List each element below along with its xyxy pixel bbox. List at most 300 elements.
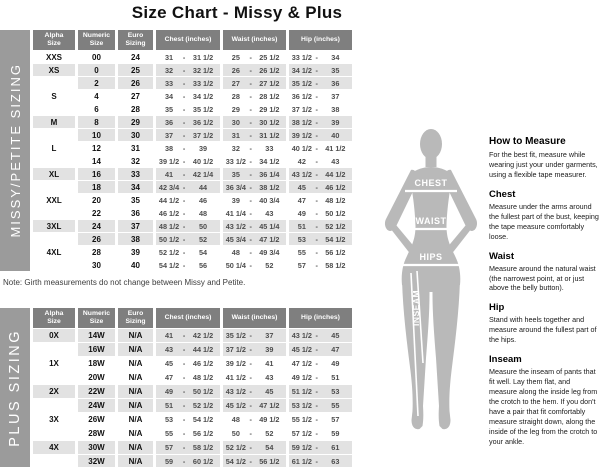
hip-max: 47 — [331, 345, 340, 354]
hip-max: 59 — [331, 429, 340, 438]
waist-max: 34 1/2 — [259, 156, 280, 166]
chest-range-cell — [156, 329, 220, 342]
range-dash: - — [315, 182, 318, 192]
waist-range-cell — [223, 207, 286, 219]
waist-range-cell — [223, 455, 286, 467]
size-group — [33, 116, 352, 141]
chest-range-cell — [156, 427, 220, 440]
measure-guide — [489, 136, 599, 447]
hip-range-cell — [289, 220, 352, 232]
euro-size-cell: 26 — [118, 77, 153, 89]
hip-max: 43 — [331, 156, 340, 166]
hip-min: 45 1/2 — [291, 345, 312, 354]
hip-range-cell — [289, 194, 352, 206]
chest-range-cell — [156, 357, 220, 370]
range-dash: - — [315, 247, 318, 257]
range-dash: - — [182, 429, 186, 438]
chest-min: 32 — [165, 65, 174, 75]
chest-range-cell — [156, 64, 220, 76]
range-dash: - — [315, 91, 318, 101]
waist-max: 56 1/2 — [259, 457, 280, 466]
waist-min: 28 — [231, 91, 240, 101]
size-group — [33, 385, 352, 412]
alpha-size-cell: XL — [33, 168, 75, 180]
waist-range-cell — [223, 220, 286, 232]
numeric-size-cell: 28 — [78, 246, 115, 258]
hip-max: 41 1/2 — [325, 143, 346, 153]
chest-max: 50 — [199, 221, 208, 231]
waist-max: 30 1/2 — [259, 117, 280, 127]
hip-max: 45 — [331, 331, 340, 340]
hip-min: 47 1/2 — [291, 359, 312, 368]
waist-min: 33 1/2 — [225, 156, 246, 166]
waist-range-cell — [223, 371, 286, 384]
column-header: Chest (inches) — [156, 30, 220, 50]
chest-min: 36 — [165, 117, 174, 127]
girth-note: Note: Girth measurements do not change between Missy and Petite. — [3, 278, 246, 287]
euro-size-cell: N/A — [118, 357, 153, 370]
range-dash: - — [182, 104, 186, 114]
missy-petite-table — [33, 30, 352, 271]
chest-max: 42 1/2 — [192, 331, 214, 340]
chest-max: 35 1/2 — [192, 104, 214, 114]
chest-range-cell — [156, 207, 220, 219]
hip-min: 47 — [297, 195, 306, 205]
plus-table — [33, 308, 352, 467]
range-dash: - — [182, 65, 186, 75]
hip-range-cell — [289, 233, 352, 245]
hip-range-cell — [289, 103, 352, 115]
range-dash: - — [315, 234, 318, 244]
column-header: Waist (inches) — [223, 30, 286, 50]
waist-max: 41 — [265, 359, 274, 368]
figure-hips-label: HIPS — [419, 252, 443, 262]
waist-max: 49 3/4 — [259, 247, 280, 257]
chest-max: 52 — [199, 234, 208, 244]
measure-guide-title: How to Measure — [489, 136, 566, 147]
chest-min: 46 1/2 — [158, 208, 180, 218]
range-dash: - — [315, 221, 318, 231]
range-dash: - — [315, 78, 318, 88]
chest-min: 51 — [165, 401, 174, 410]
figure-inseam-label: INSEAM — [411, 289, 421, 326]
range-dash: - — [249, 195, 252, 205]
hip-max: 56 1/2 — [325, 247, 346, 257]
hip-max: 35 — [331, 65, 340, 75]
waist-range-cell — [223, 413, 286, 426]
waist-range-cell — [223, 427, 286, 440]
hip-min: 53 1/2 — [291, 401, 312, 410]
euro-size-cell: 32 — [118, 155, 153, 167]
range-dash: - — [315, 52, 318, 62]
waist-min: 45 3/4 — [225, 234, 246, 244]
numeric-size-cell: 22 — [78, 207, 115, 219]
waist-range-cell — [223, 142, 286, 154]
numeric-size-cell: 12 — [78, 142, 115, 154]
hip-max: 53 — [331, 387, 340, 396]
size-group — [33, 142, 352, 167]
range-dash: - — [182, 52, 186, 62]
euro-size-cell: N/A — [118, 399, 153, 412]
range-dash: - — [182, 143, 186, 153]
waist-max: 26 1/2 — [259, 65, 280, 75]
hip-max: 58 1/2 — [325, 260, 346, 270]
chest-min: 34 — [165, 91, 174, 101]
numeric-size-cell: 2 — [78, 77, 115, 89]
guide-section-text: Measure the inseam of pants that fit well. Lay them flat, and measure along the inside leg from the crotch to the hem. If you don't have a pair that fit comfortably measure straight down, along the inside of the leg from the crotch to your ankle. — [489, 367, 598, 446]
numeric-size-cell: 20 — [78, 194, 115, 206]
euro-size-cell: N/A — [118, 427, 153, 440]
waist-range-cell — [223, 233, 286, 245]
chest-min: 52 1/2 — [158, 247, 180, 257]
numeric-size-cell: 30W — [78, 441, 115, 454]
hip-range-cell — [289, 77, 352, 89]
waist-max: 40 3/4 — [259, 195, 280, 205]
waist-range-cell — [223, 90, 286, 102]
chest-max: 54 — [199, 247, 208, 257]
chest-max: 52 1/2 — [192, 401, 214, 410]
hip-range-cell — [289, 129, 352, 141]
hip-min: 57 — [297, 260, 306, 270]
range-dash: - — [315, 457, 318, 466]
chest-max: 40 1/2 — [192, 156, 214, 166]
chest-range-cell — [156, 385, 220, 398]
hip-range-cell — [289, 181, 352, 193]
numeric-size-cell: 6 — [78, 103, 115, 115]
range-dash: - — [249, 156, 252, 166]
range-dash: - — [315, 117, 318, 127]
chest-min: 45 — [165, 359, 174, 368]
range-dash: - — [315, 373, 318, 382]
waist-max: 25 1/2 — [259, 52, 280, 62]
waist-max: 54 — [265, 443, 274, 452]
numeric-size-cell: 10 — [78, 129, 115, 141]
range-dash: - — [249, 221, 252, 231]
euro-size-cell: N/A — [118, 441, 153, 454]
waist-min: 48 — [231, 415, 240, 424]
hip-max: 63 — [331, 457, 340, 466]
alpha-size-cell: 0X — [33, 329, 75, 342]
hip-min: 37 1/2 — [291, 104, 312, 114]
waist-min: 29 — [231, 104, 240, 114]
figure-neck — [426, 154, 437, 167]
euro-size-cell: N/A — [118, 455, 153, 467]
alpha-size-cell: 3XL — [33, 220, 75, 232]
waist-range-cell — [223, 168, 286, 180]
waist-range-cell — [223, 343, 286, 356]
range-dash: - — [249, 130, 252, 140]
waist-range-cell — [223, 155, 286, 167]
waist-min: 35 1/2 — [225, 331, 246, 340]
range-dash: - — [249, 208, 252, 218]
range-dash: - — [182, 182, 186, 192]
chest-min: 48 1/2 — [158, 221, 180, 231]
chest-min: 41 — [165, 169, 174, 179]
range-dash: - — [315, 415, 318, 424]
numeric-size-cell: 24 — [78, 220, 115, 232]
range-dash: - — [249, 117, 252, 127]
range-dash: - — [315, 331, 318, 340]
range-dash: - — [182, 169, 186, 179]
range-dash: - — [249, 331, 252, 340]
euro-size-cell: 37 — [118, 220, 153, 232]
hip-range-cell — [289, 207, 352, 219]
hip-range-cell — [289, 357, 352, 370]
hip-min: 51 — [297, 221, 306, 231]
waist-max: 52 — [265, 260, 274, 270]
chest-range-cell — [156, 259, 220, 271]
hip-min: 39 1/2 — [291, 130, 312, 140]
numeric-size-cell: 32W — [78, 455, 115, 467]
hip-max: 51 — [331, 373, 340, 382]
guide-section — [489, 302, 599, 345]
euro-size-cell: N/A — [118, 343, 153, 356]
range-dash: - — [182, 130, 186, 140]
hip-min: 43 1/2 — [291, 169, 312, 179]
range-dash: - — [182, 359, 186, 368]
size-group — [33, 168, 352, 193]
page-title: Size Chart - Missy & Plus — [131, 3, 343, 22]
numeric-size-cell: 8 — [78, 116, 115, 128]
chest-range-cell — [156, 455, 220, 467]
column-header: Numeric Size — [78, 30, 115, 50]
chest-min: 42 3/4 — [158, 182, 180, 192]
range-dash: - — [249, 260, 252, 270]
chest-min: 55 — [165, 429, 174, 438]
hip-min: 38 1/2 — [291, 117, 312, 127]
waist-min: 52 1/2 — [225, 443, 246, 452]
waist-min: 45 1/2 — [225, 401, 246, 410]
chest-min: 39 1/2 — [158, 156, 180, 166]
chest-range-cell — [156, 343, 220, 356]
chest-min: 49 — [165, 387, 174, 396]
table-header — [33, 308, 352, 328]
euro-size-cell: 24 — [118, 51, 153, 63]
hip-max: 36 — [331, 78, 340, 88]
hip-range-cell — [289, 427, 352, 440]
chest-max: 46 1/2 — [192, 359, 214, 368]
figure-waist-label: WAIST — [415, 216, 447, 226]
waist-max: 39 — [265, 345, 274, 354]
chest-min: 57 — [165, 443, 174, 452]
numeric-size-cell: 14W — [78, 329, 115, 342]
euro-size-cell: 40 — [118, 259, 153, 271]
range-dash: - — [182, 443, 186, 452]
hip-range-cell — [289, 155, 352, 167]
hip-min: 49 — [297, 208, 306, 218]
column-header: Hip (inches) — [289, 30, 352, 50]
euro-size-cell: 29 — [118, 116, 153, 128]
chest-max: 50 1/2 — [192, 387, 214, 396]
waist-max: 33 — [265, 143, 274, 153]
waist-max: 36 1/4 — [259, 169, 280, 179]
waist-min: 50 1/4 — [225, 260, 246, 270]
range-dash: - — [315, 156, 318, 166]
numeric-size-cell: 18W — [78, 357, 115, 370]
measure-guide-intro: For the best fit, measure while wearing just your under garments, using a flexible tape measurer. — [489, 150, 598, 179]
chest-max: 58 1/2 — [192, 443, 214, 452]
hip-min: 34 1/2 — [291, 65, 312, 75]
column-header: Alpha Size — [33, 30, 75, 50]
range-dash: - — [182, 387, 186, 396]
body-silhouette — [385, 129, 477, 429]
range-dash: - — [315, 443, 318, 452]
range-dash: - — [315, 387, 318, 396]
range-dash: - — [249, 429, 252, 438]
size-group — [33, 441, 352, 467]
waist-min: 50 — [231, 429, 240, 438]
guide-section — [489, 189, 599, 242]
waist-min: 43 1/2 — [225, 221, 246, 231]
range-dash: - — [249, 52, 252, 62]
size-group — [33, 329, 352, 356]
range-dash: - — [249, 78, 252, 88]
column-header: Numeric Size — [78, 308, 115, 328]
hip-max: 34 — [331, 52, 340, 62]
hip-max: 55 — [331, 401, 340, 410]
range-dash: - — [315, 260, 318, 270]
guide-section-heading: Waist — [489, 250, 514, 262]
hip-min: 57 1/2 — [291, 429, 312, 438]
waist-range-cell — [223, 385, 286, 398]
euro-size-cell: N/A — [118, 329, 153, 342]
alpha-size-cell: XXL — [33, 194, 75, 206]
alpha-size-cell: XXS — [33, 51, 75, 63]
chest-min: 41 — [165, 331, 174, 340]
plus-table-section — [0, 308, 352, 467]
hip-min: 53 — [297, 234, 306, 244]
chest-min: 38 — [165, 143, 174, 153]
body-measurement-figure — [383, 128, 479, 442]
hip-max: 44 1/2 — [325, 169, 346, 179]
hip-max: 48 1/2 — [325, 195, 346, 205]
chest-max: 48 — [199, 208, 208, 218]
guide-sections — [489, 189, 599, 447]
waist-range-cell — [223, 259, 286, 271]
chest-min: 33 — [165, 78, 174, 88]
chest-range-cell — [156, 194, 220, 206]
numeric-size-cell: 28W — [78, 427, 115, 440]
range-dash: - — [315, 345, 318, 354]
waist-range-cell — [223, 116, 286, 128]
hip-range-cell — [289, 51, 352, 63]
waist-range-cell — [223, 399, 286, 412]
hip-range-cell — [289, 371, 352, 384]
waist-min: 41 1/4 — [225, 208, 246, 218]
column-header: Hip (inches) — [289, 308, 352, 328]
waist-min: 48 — [231, 247, 240, 257]
waist-range-cell — [223, 194, 286, 206]
waist-max: 43 — [265, 373, 274, 382]
missy-petite-sidebar-label: MISSY/PETITE SIZING — [7, 63, 23, 238]
euro-size-cell: N/A — [118, 385, 153, 398]
range-dash: - — [315, 143, 318, 153]
chest-max: 39 — [199, 143, 208, 153]
waist-max: 31 1/2 — [259, 130, 280, 140]
alpha-size-cell: 2X — [33, 385, 75, 398]
size-group — [33, 413, 352, 440]
figure-right-arm — [444, 170, 477, 253]
chest-range-cell — [156, 371, 220, 384]
chest-range-cell — [156, 399, 220, 412]
column-header: Chest (inches) — [156, 308, 220, 328]
alpha-size-cell: S — [33, 90, 75, 102]
waist-min: 37 1/2 — [225, 345, 246, 354]
chest-range-cell — [156, 413, 220, 426]
hip-min: 40 1/2 — [291, 143, 312, 153]
waist-min: 35 — [231, 169, 240, 179]
table-body — [33, 51, 352, 271]
chest-range-cell — [156, 51, 220, 63]
hip-min: 33 1/2 — [291, 52, 312, 62]
waist-range-cell — [223, 51, 286, 63]
euro-size-cell: N/A — [118, 413, 153, 426]
chest-min: 54 1/2 — [158, 260, 180, 270]
waist-max: 38 1/2 — [259, 182, 280, 192]
chest-range-cell — [156, 116, 220, 128]
hip-min: 51 1/2 — [291, 387, 312, 396]
waist-range-cell — [223, 64, 286, 76]
range-dash: - — [182, 331, 186, 340]
chest-max: 44 1/2 — [192, 345, 214, 354]
hip-max: 54 1/2 — [325, 234, 346, 244]
hip-min: 36 1/2 — [291, 91, 312, 101]
figure-right-leg — [433, 280, 461, 429]
chest-min: 44 1/2 — [158, 195, 180, 205]
waist-range-cell — [223, 329, 286, 342]
waist-max: 47 1/2 — [259, 234, 280, 244]
alpha-size-cell: M — [33, 116, 75, 128]
range-dash: - — [182, 345, 186, 354]
hip-max: 61 — [331, 443, 340, 452]
chest-range-cell — [156, 220, 220, 232]
hip-min: 43 1/2 — [291, 331, 312, 340]
size-group — [33, 357, 352, 384]
chest-range-cell — [156, 181, 220, 193]
chest-min: 31 — [165, 52, 174, 62]
guide-section-heading: Chest — [489, 188, 516, 200]
hip-min: 55 — [297, 247, 306, 257]
range-dash: - — [182, 373, 186, 382]
range-dash: - — [315, 195, 318, 205]
waist-range-cell — [223, 357, 286, 370]
range-dash: - — [249, 182, 252, 192]
waist-range-cell — [223, 441, 286, 454]
chest-max: 56 — [199, 260, 208, 270]
column-header: Euro Sizing — [118, 308, 153, 328]
waist-range-cell — [223, 181, 286, 193]
waist-min: 39 1/2 — [225, 359, 246, 368]
chest-max: 42 1/4 — [192, 169, 214, 179]
waist-range-cell — [223, 246, 286, 258]
chest-min: 43 — [165, 345, 174, 354]
waist-min: 41 1/2 — [225, 373, 246, 382]
range-dash: - — [249, 387, 252, 396]
chest-min: 53 — [165, 415, 174, 424]
chest-range-cell — [156, 155, 220, 167]
waist-range-cell — [223, 103, 286, 115]
range-dash: - — [182, 117, 186, 127]
waist-max: 45 — [265, 387, 274, 396]
waist-min: 32 — [231, 143, 240, 153]
hip-max: 52 1/2 — [325, 221, 346, 231]
guide-section-heading: Inseam — [489, 354, 522, 366]
hip-range-cell — [289, 441, 352, 454]
plus-sidebar-label: PLUS SIZING — [7, 329, 23, 447]
chest-max: 54 1/2 — [192, 415, 214, 424]
range-dash: - — [182, 457, 186, 466]
hip-min: 35 1/2 — [291, 78, 312, 88]
